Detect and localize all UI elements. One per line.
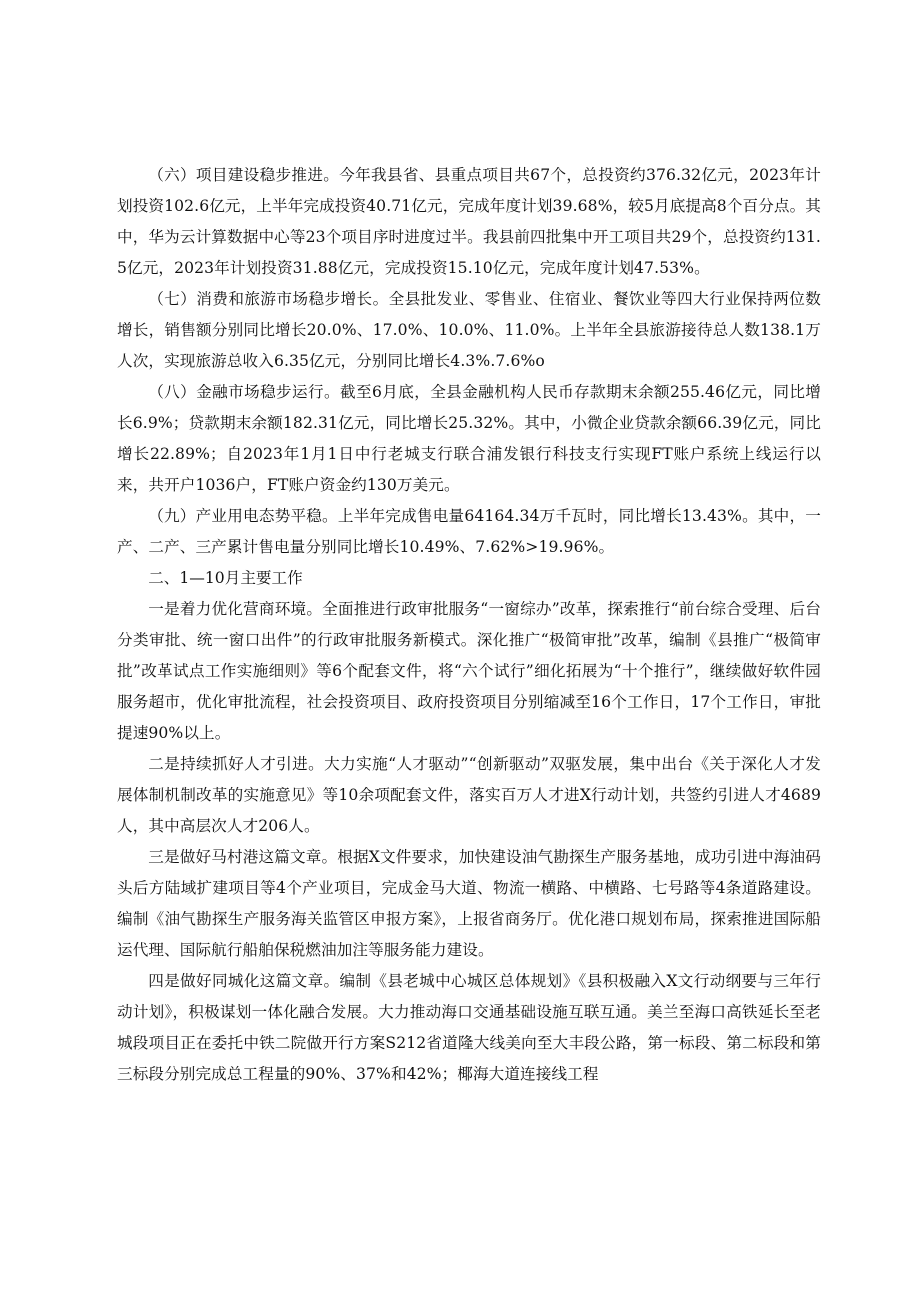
paragraph-financial-market: （八）金融市场稳步运行。截至6月底，全县金融机构人民币存款期末余额255.46亿元，同比增长6.9%；贷款期末余额182.31亿元，同比增长25.32%。其中，小微企业贷款余额66.39亿元，同比增长22.89%；自2023年1月1日中行老城支行联合浦发银行科技支行实现FT账户系统上线运行以来，共开户1036户，FT账户资金约130万美元。 [117,383,821,494]
section-heading: 二、1—10月主要工作 [148,569,303,587]
paragraph-consumption-tourism: （七）消费和旅游市场稳步增长。全县批发业、零售业、住宿业、餐饮业等四大行业保持两位数增长，销售额分别同比增长20.0%、17.0%、10.0%、11.0%。上半年全县旅游接待总人数138.1万人次，实现旅游总收入6.35亿元，分别同比增长4.3%.7.6%o [117,290,821,370]
paragraph-urban-integration: 四是做好同城化这篇文章。编制《县老城中心城区总体规划》《县积极融入X文行动纲要与三年行动计划》，积极谋划一体化融合发展。大力推动海口交通基础设施互联互通。美兰至海口高铁延长至老城段项目正在委托中铁二院做开行方案S212省道隆大线美向至大丰段公路，第一标段、第二标段和第三标段分别完成总工程量的90%、37%和42%；椰海大道连接线工程 [117,972,821,1083]
paragraph-macun-port: 三是做好马村港这篇文章。根据X文件要求，加快建设油气勘探生产服务基地，成功引进中海油码头后方陆域扩建项目等4个产业项目，完成金马大道、物流一横路、中横路、七号路等4条道路建设。编制《油气勘探生产服务海关监管区申报方案》，上报省商务厅。优化港口规划布局，探索推进国际船运代理、国际航行船舶保税燃油加注等服务能力建设。 [117,848,821,959]
paragraph-project-construction: （六）项目建设稳步推进。今年我县省、县重点项目共67个，总投资约376.32亿元，2023年计划投资102.6亿元，上半年完成投资40.71亿元，完成年度计划39.68%，较5月底提高8个百分点。其中，华为云计算数据中心等23个项目序时进度过半。我县前四批集中开工项目共29个，总投资约131.5亿元，2023年计划投资31.88亿元，完成投资15.10亿元，完成年度计划47.53%。 [117,166,821,277]
paragraph-talent: 二是持续抓好人才引进。大力实施“人才驱动”“创新驱动”双驱发展，集中出台《关于深化人才发展体制机制改革的实施意见》等10余项配套文件，落实百万人才进X行动计划，共签约引进人才4689人，其中高层次人才206人。 [117,755,821,835]
paragraph-business-environment: 一是着力优化营商环境。全面推进行政审批服务“一窗综办”改革，探索推行“前台综合受理、后台分类审批、统一窗口出件”的行政审批服务新模式。深化推广“极简审批”改革，编制《县推广“极简审批”改革试点工作实施细则》等6个配套文件，将“六个试行”细化拓展为“十个推行”，继续做好软件园服务超市，优化审批流程，社会投资项目、政府投资项目分别缩减至16个工作日，17个工作日，审批提速90%以上。 [117,600,821,742]
paragraph-electricity: （九）产业用电态势平稳。上半年完成售电量64164.34万千瓦时，同比增长13.43%。其中，一产、二产、三产累计售电量分别同比增长10.49%、7.62%>19.96%。 [117,507,821,556]
document-page [117,160,821,1090]
